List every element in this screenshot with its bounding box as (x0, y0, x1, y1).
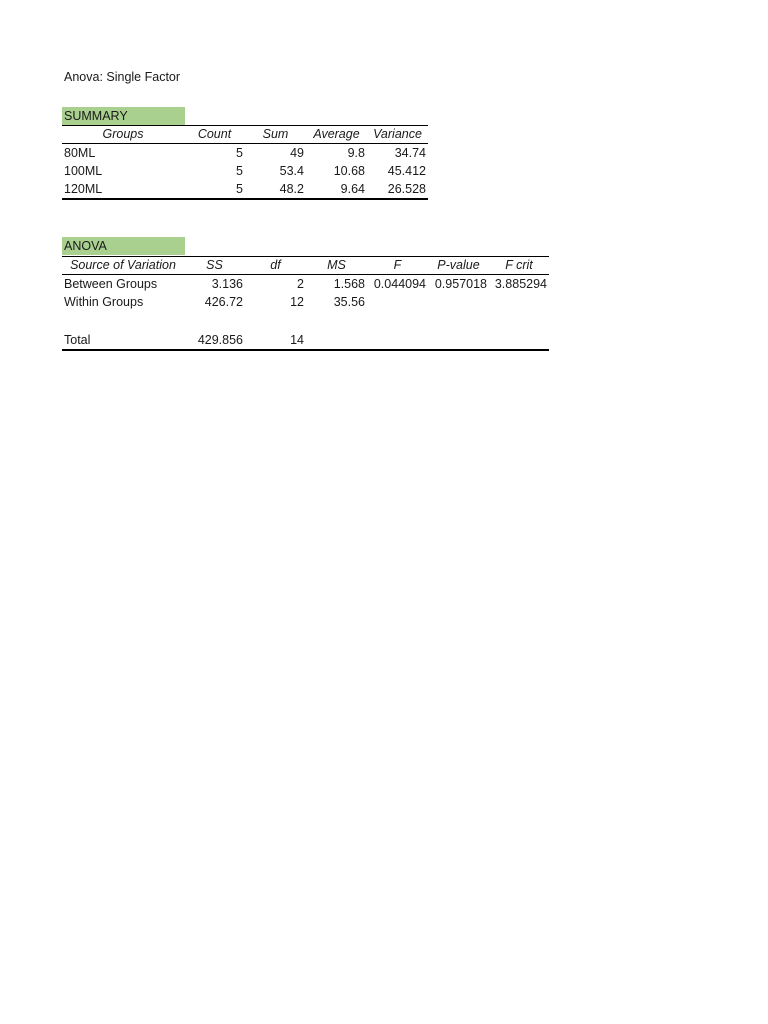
anova-total-cell (367, 331, 428, 350)
table-row (62, 293, 549, 311)
summary-cell: 9.8 (347, 146, 365, 160)
anova-header-pvalue: P-value (428, 257, 489, 275)
anova-total-cell: Total (62, 331, 184, 350)
summary-cell: 100ML (64, 164, 103, 178)
summary-cell: 5 (184, 180, 245, 199)
anova-cell: 1.568 (333, 277, 365, 291)
summary-header-row (62, 126, 428, 144)
summary-cell: 120ML (62, 180, 184, 199)
anova-cell: Between Groups (64, 277, 158, 291)
summary-cell: 10.68 (333, 164, 365, 178)
anova-header-df: df (245, 257, 306, 275)
table-row (62, 144, 428, 163)
anova-cell: 3.885294 (494, 277, 547, 291)
anova-cell: Within Groups (64, 295, 144, 309)
total-row (62, 331, 549, 350)
anova-cell (367, 293, 428, 311)
summary-cell: 9.64 (306, 180, 367, 199)
summary-header-variance: Variance (367, 126, 428, 144)
table-row (62, 162, 428, 180)
summary-label: SUMMARY (62, 107, 185, 125)
empty-row (62, 311, 549, 331)
summary-cell: 53.4 (279, 164, 304, 178)
anova-cell: 426.72 (204, 295, 243, 309)
anova-header-fcrit: F crit (489, 257, 549, 275)
anova-header-ms: MS (306, 257, 367, 275)
anova-cell: 12 (290, 295, 304, 309)
anova-cell: 2 (297, 277, 304, 291)
summary-header-sum: Sum (245, 126, 306, 144)
summary-cell: 34.74 (394, 146, 426, 160)
anova-cell: 0.957018 (434, 277, 487, 291)
summary-cell: 49 (290, 146, 304, 160)
page-title: Anova: Single Factor (64, 70, 181, 84)
summary-cell: 5 (236, 146, 243, 160)
anova-label: ANOVA (62, 237, 185, 255)
anova-cell: 3.136 (211, 277, 243, 291)
anova-total-cell: 14 (245, 331, 306, 350)
table-row (62, 180, 428, 199)
anova-total-cell: 429.856 (184, 331, 245, 350)
anova-total-cell (306, 331, 367, 350)
summary-cell: 80ML (64, 146, 96, 160)
summary-cell: 5 (236, 164, 243, 178)
summary-cell: 26.528 (367, 180, 428, 199)
anova-table (62, 256, 549, 351)
anova-header-source: Source of Variation (62, 257, 184, 275)
summary-header-groups: Groups (62, 126, 184, 144)
anova-header-ss: SS (184, 257, 245, 275)
anova-header-row (62, 257, 549, 275)
summary-table (62, 125, 428, 200)
anova-total-cell (428, 331, 489, 350)
anova-header-f: F (367, 257, 428, 275)
anova-total-cell (489, 331, 549, 350)
summary-header-count: Count (184, 126, 245, 144)
summary-header-average: Average (306, 126, 367, 144)
anova-cell: 35.56 (333, 295, 365, 309)
summary-cell: 45.412 (387, 164, 426, 178)
table-row (62, 275, 549, 294)
anova-cell (428, 293, 489, 311)
summary-cell: 48.2 (245, 180, 306, 199)
anova-cell (489, 293, 549, 311)
anova-cell: 0.044094 (373, 277, 426, 291)
